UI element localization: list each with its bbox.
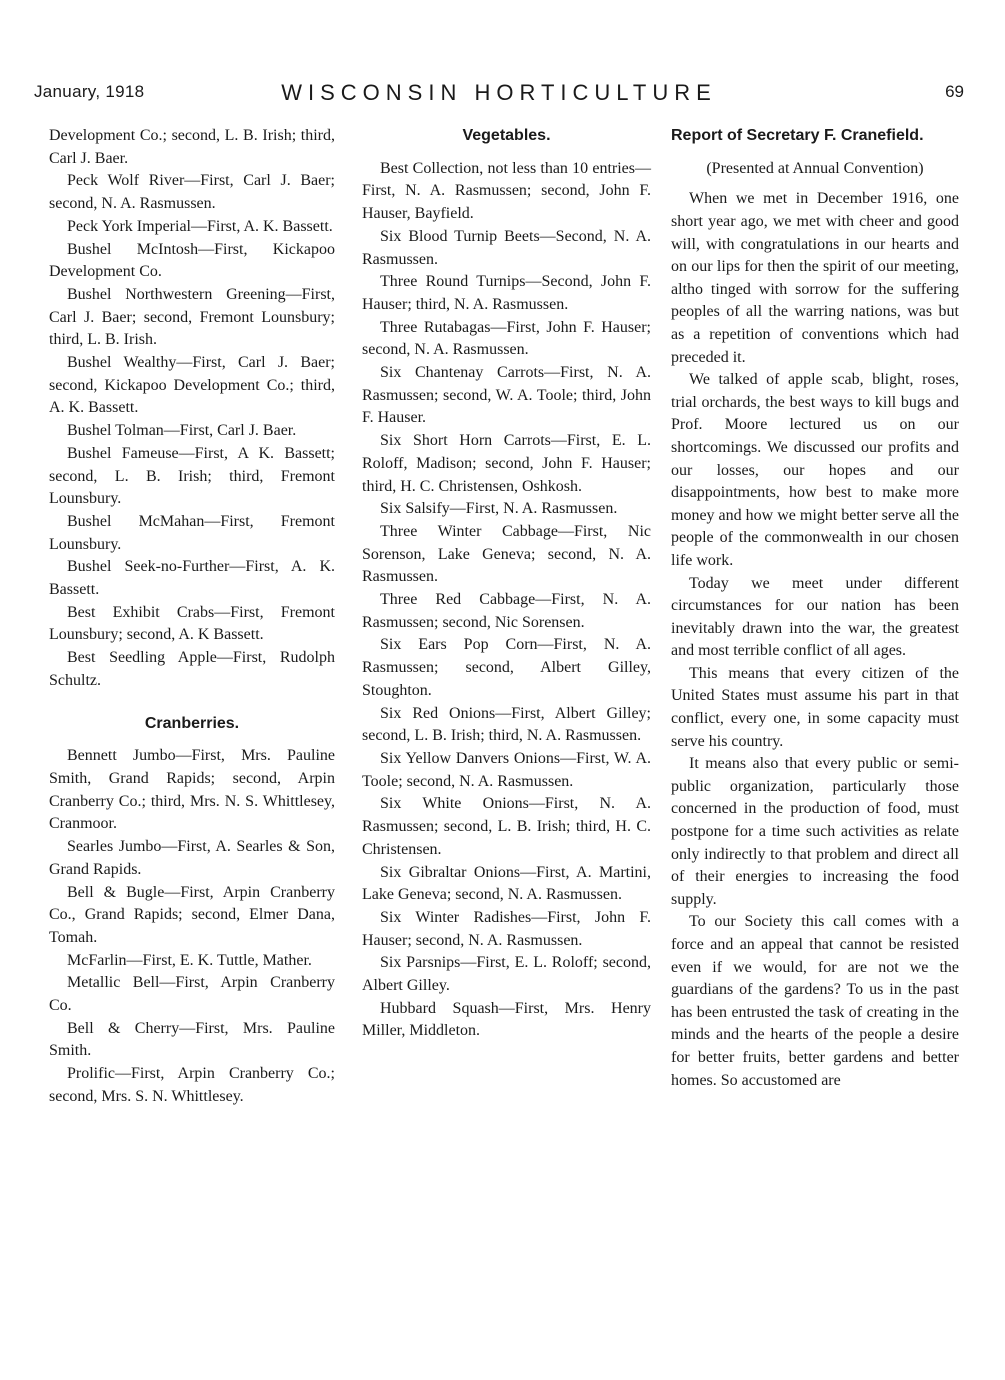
apple-entry: Development Co.; second, L. B. Irish; third, Carl J. Baer.	[49, 127, 335, 167]
apple-entry: Bushel Tolman—First, Carl J. Baer.	[67, 422, 297, 440]
vegetable-entry: Three Red Cabbage—First, N. A. Rasmussen; second, Nic Sorensen.	[362, 591, 651, 631]
vegetable-entry: Six Winter Radishes—First, John F. Hauser; second, N. A. Rasmussen.	[362, 908, 651, 949]
apple-entry: Bushel Seek-no-Further—First, A. K. Bassett.	[49, 558, 335, 599]
apple-entry: Bushel Northwestern Greening—First, Carl J. Baer; second, Fremont Lounsbury; third, L. B. Irish.	[49, 285, 335, 349]
apple-entry: Bushel McIntosh—First, Kickapoo Development Co.	[49, 240, 335, 281]
cranberry-entry: McFarlin—First, E. K. Tuttle, Mather.	[67, 951, 312, 969]
vegetable-entry: Six Salsify—First, N. A. Rasmussen.	[380, 500, 618, 518]
vegetable-entry: Six Parsnips—First, E. L. Roloff; second, Albert Gilley.	[362, 954, 651, 995]
report-heading: Report of Secretary F. Cranefield.	[671, 127, 924, 144]
column-left	[49, 125, 335, 1109]
cranberries-heading: Cranberries.	[144, 714, 240, 732]
cranberry-entry: Prolific—First, Arpin Cranberry Co.; second, Mrs. S. N. Whittlesey.	[49, 1065, 335, 1105]
apple-entry: Peck York Imperial—First, A. K. Bassett.	[67, 217, 333, 235]
cranberry-entry: Metallic Bell—First, Arpin Cranberry Co.	[49, 974, 335, 1015]
report-paragraph: It means also that every public or semi-public organization, particularly those concerned in the production of food, must postpone for a time such activities as relate only indirectly to that problem and direct all of their energies to increasing the food supply.	[671, 755, 959, 908]
vegetable-entry: Best Collection, not less than 10 entries—First, N. A. Rasmussen; second, John F. Hauser, Bayfield.	[362, 159, 651, 223]
report-paragraph: This means that every citizen of the United States must assume his part in that conflict, every one, in some capacity must serve his country.	[671, 664, 959, 750]
column-middle	[362, 125, 651, 1043]
vegetable-entry: Three Round Turnips—Second, John F. Hauser; third, N. A. Rasmussen.	[362, 273, 651, 313]
vegetable-entry: Six Short Horn Carrots—First, E. L. Roloff, Madison; second, John F. Hauser; third, H. C. Christensen, Oshkosh.	[362, 432, 651, 495]
report-paragraph: Today we meet under different circumstances for our nation has been inevitably drawn into the war, the greatest and most terrible conflict of all ages.	[671, 574, 959, 660]
apple-entry: Bushel McMahan—First, Fremont Lounsbury.	[49, 512, 335, 553]
vegetables-heading: Vegetables.	[462, 127, 551, 144]
vegetable-entry: Six Gibraltar Onions—First, A. Martini, Lake Geneva; second, N. A. Rasmussen.	[362, 863, 651, 904]
page-number: 69	[945, 82, 964, 101]
apple-entry: Best Exhibit Crabs—First, Fremont Lounsbury; second, A. K Bassett.	[49, 603, 335, 644]
cranberry-entry: Bell & Cherry—First, Mrs. Pauline Smith.	[49, 1019, 335, 1060]
report-paragraph: We talked of apple scab, blight, roses, trial orchards, the best ways to kill bugs and Prof. Moore lectured us on our shortcomings. We discussed our profits and our losses, our hopes and our disappointments, how best to make more money and how we might better serve all the people of the commonwealth in our chosen life work.	[671, 371, 959, 569]
vegetable-entry: Six Blood Turnip Beets—Second, N. A. Rasmussen.	[362, 227, 651, 268]
issue-date: January, 1918	[34, 82, 145, 101]
vegetable-entry: Hubbard Squash—First, Mrs. Henry Miller, Middleton.	[362, 999, 651, 1040]
page-header	[34, 80, 964, 106]
cranberry-entry: Bell & Bugle—First, Arpin Cranberry Co., Grand Rapids; second, Elmer Dana, Tomah.	[49, 883, 335, 946]
report-subtitle: (Presented at Annual Convention)	[706, 159, 924, 177]
journal-title: WISCONSIN HORTICULTURE	[281, 80, 717, 105]
apple-entry: Bushel Fameuse—First, A K. Bassett; second, L. B. Irish; third, Fremont Lounsbury.	[49, 444, 335, 508]
column-right	[671, 125, 959, 1092]
report-paragraph: When we met in December 1916, one short year ago, we met with cheer and good will, with congratulations in our hearts and on our lips for then the spirit of our meeting, altho tinged with sorrow for the suffering peoples of all the warring nations, was but as a repetition of conventions which had preceded it.	[671, 190, 959, 366]
vegetable-entry: Three Rutabagas—First, John F. Hauser; second, N. A. Rasmussen.	[362, 318, 651, 359]
apple-entry: Best Seedling Apple—First, Rudolph Schultz.	[49, 649, 335, 689]
vegetable-entry: Six Chantenay Carrots—First, N. A. Rasmussen; second, W. A. Toole; third, John F. Hauser.	[362, 364, 651, 427]
vegetable-entry: Six Yellow Danvers Onions—First, W. A. Toole; second, N. A. Rasmussen.	[362, 749, 651, 790]
cranberry-entry: Searles Jumbo—First, A. Searles & Son, Grand Rapids.	[49, 838, 335, 878]
vegetable-entry: Six Red Onions—First, Albert Gilley; second, L. B. Irish; third, N. A. Rasmussen.	[362, 704, 651, 745]
vegetable-entry: Six White Onions—First, N. A. Rasmussen; second, L. B. Irish; third, H. C. Christensen.	[362, 795, 651, 858]
report-paragraph: To our Society this call comes with a force and an appeal that cannot be resisted even if we would, for are not we the guardians of the gardens? To us in the past has been entrusted the task of creating in the minds and the hearts of the people a desire for better fruits, better gardens and better homes. So accustomed are	[671, 913, 959, 1089]
apple-entry: Bushel Wealthy—First, Carl J. Baer; second, Kickapoo Development Co.; third, A. K. Bassett.	[49, 354, 335, 417]
vegetable-entry: Three Winter Cabbage—First, Nic Sorenson, Lake Geneva; second, N. A. Rasmussen.	[362, 522, 651, 586]
vegetable-entry: Six Ears Pop Corn—First, N. A. Rasmussen; second, Albert Gilley, Stoughton.	[362, 636, 651, 699]
cranberry-entry: Bennett Jumbo—First, Mrs. Pauline Smith, Grand Rapids; second, Arpin Cranberry Co.; third, Mrs. N. S. Whittlesey, Cranmoor.	[49, 747, 335, 833]
apple-entry: Peck Wolf River—First, Carl J. Baer; second, N. A. Rasmussen.	[49, 172, 335, 213]
